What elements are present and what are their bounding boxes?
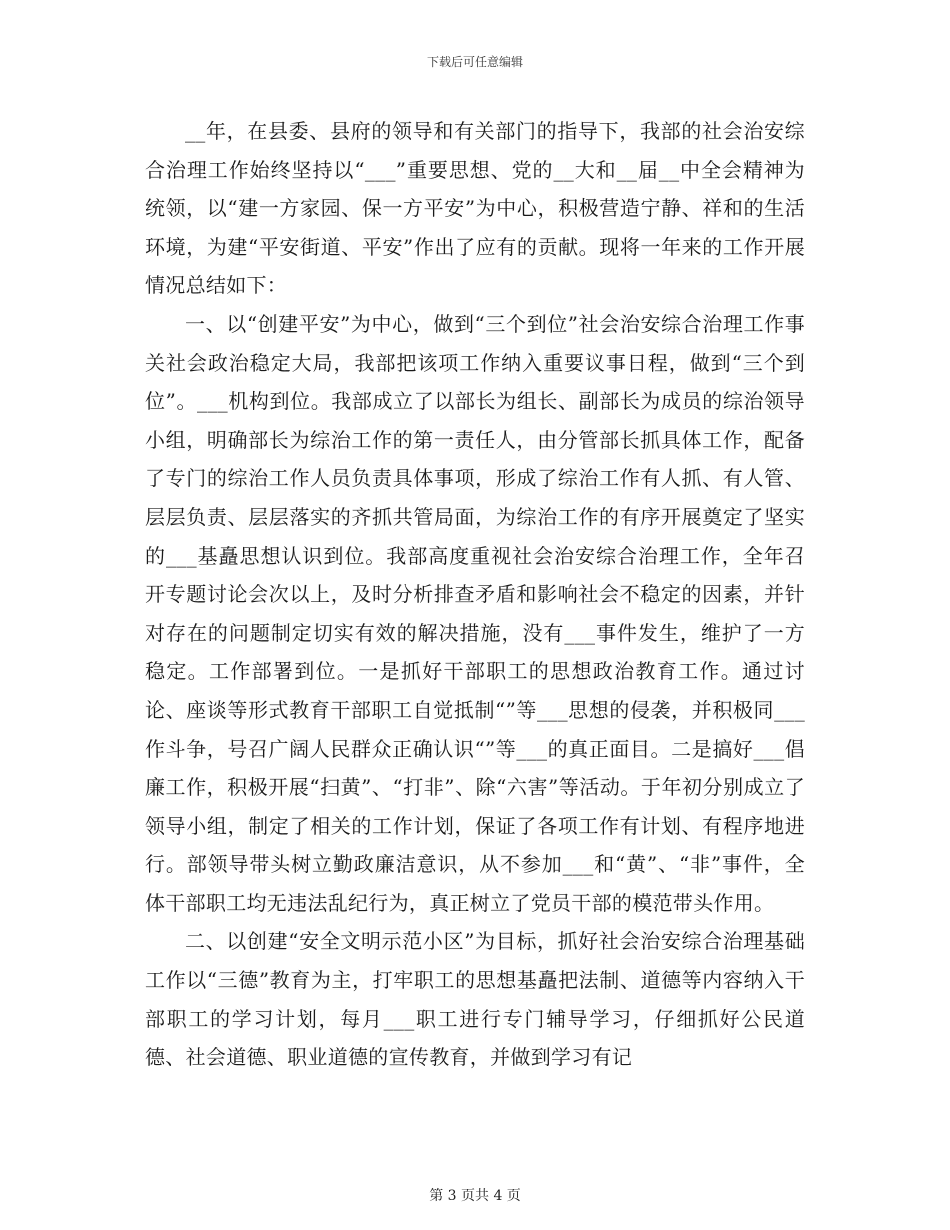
page-number: 第 3 页共 4 页	[429, 1188, 521, 1204]
paragraph-intro: __年，在县委、县府的领导和有关部门的指导下，我部的社会治安综合治理工作始终坚持以“___”重要思想、党的__大和__届__中全会精神为统领，以“建一方家园、保一方平安”为中心，积极营造宁静、祥和的生活环境，为建“平安街道、平安”作出了应有的贡献。现将一年来的工作开展情况总结如下：	[145, 119, 805, 298]
paragraph-section-two: 二、以创建“安全文明示范小区”为目标，抓好社会治安综合治理基础工作以“三德”教育为主，打牢职工的思想基矗把法制、道德等内容纳入干部职工的学习计划，每月___职工进行专门辅导学习，仔细抓好公民道德、社会道德、职业道德的宣传教育，并做到学习有记	[145, 929, 805, 1070]
page-header: 下载后可任意编辑	[426, 55, 523, 69]
document-body	[145, 112, 805, 1077]
paragraph-section-one: 一、以“创建平安”为中心，做到“三个到位”社会治安综合治理工作事关社会政治稳定大局，我部把该项工作纳入重要议事日程，做到“三个到位”。___机构到位。我部成立了以部长为组长、副部长为成员的综治领导小组，明确部长为综治工作的第一责任人，由分管部长抓具体工作，配备了专门的综治工作人员负责具体事项，形成了综治工作有人抓、有人管、层层负责、层层落实的齐抓共管局面，为综治工作的有序开展奠定了坚实的___基矗思想认识到位。我部高度重视社会治安综合治理工作，全年召开专题讨论会次以上，及时分析排查矛盾和影响社会不稳定的因素，并针对存在的问题制定切实有效的解决措施，没有___事件发生，维护了一方稳定。工作部署到位。一是抓好干部职工的思想政治教育工作。通过讨论、座谈等形式教育干部职工自觉抵制“”等___思想的侵袭，并积极同___作斗争，号召广阔人民群众正确认识“”等___的真正面目。二是搞好___倡廉工作，积极开展“扫黄”、“打非”、除“六害”等活动。于年初分别成立了领导小组，制定了相关的工作计划，保证了各项工作有计划、有程序地进行。部领导带头树立勤政廉洁意识，从不参加___和“黄”、“非”事件，全体干部职工均无违法乱纪行为，真正树立了党员干部的模范带头作用。	[145, 311, 805, 915]
